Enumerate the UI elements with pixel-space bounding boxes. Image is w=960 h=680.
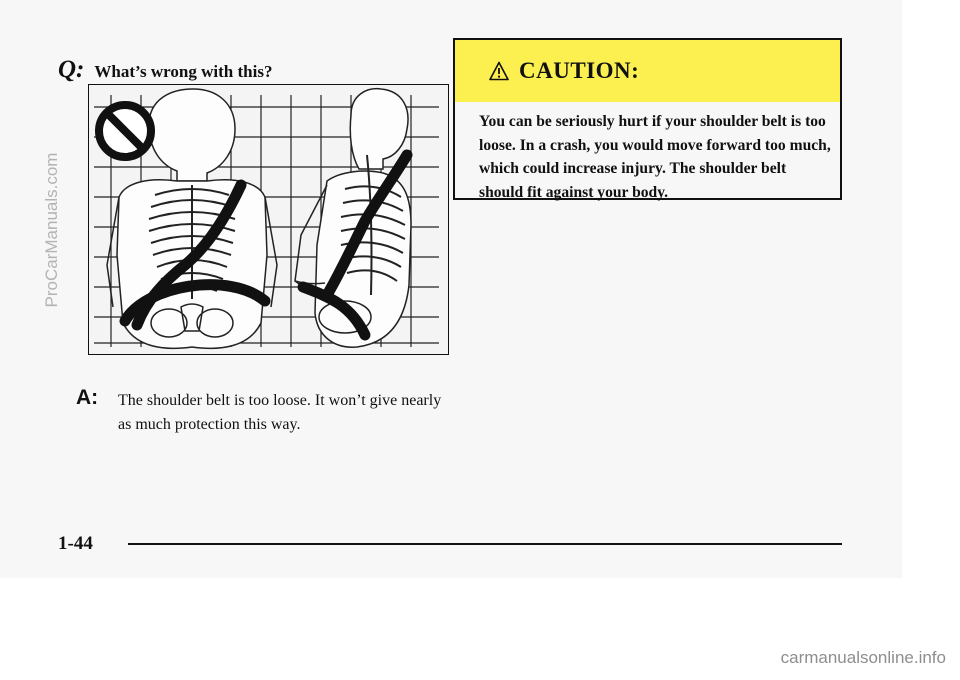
caution-text: You can be seriously hurt if your shoulder belt is too loose. In a crash, you would move forward too much, which could increase injury. The shoulder belt should fit against your body. xyxy=(479,113,831,201)
answer-text: The shoulder belt is too loose. It won’t give nearly as much protection this way. xyxy=(118,392,442,433)
question-line xyxy=(58,56,272,84)
warning-triangle-icon xyxy=(489,61,509,81)
caution-header xyxy=(455,40,840,102)
side-figure xyxy=(295,89,411,347)
caution-title: CAUTION: xyxy=(519,58,640,83)
seatbelt-illustration xyxy=(88,84,449,355)
question-marker: Q: xyxy=(58,56,85,83)
caution-box xyxy=(453,38,842,200)
page-number: 1-44 xyxy=(58,533,93,554)
prohibition-icon xyxy=(99,105,151,157)
question-text: What’s wrong with this? xyxy=(94,62,273,81)
side-watermark: ProCarManuals.com xyxy=(42,152,61,308)
footer-rule xyxy=(128,543,842,545)
answer-marker: A: xyxy=(76,386,99,409)
bottom-watermark: carmanualsonline.info xyxy=(780,648,946,667)
skeleton-belt-drawing xyxy=(89,85,447,353)
